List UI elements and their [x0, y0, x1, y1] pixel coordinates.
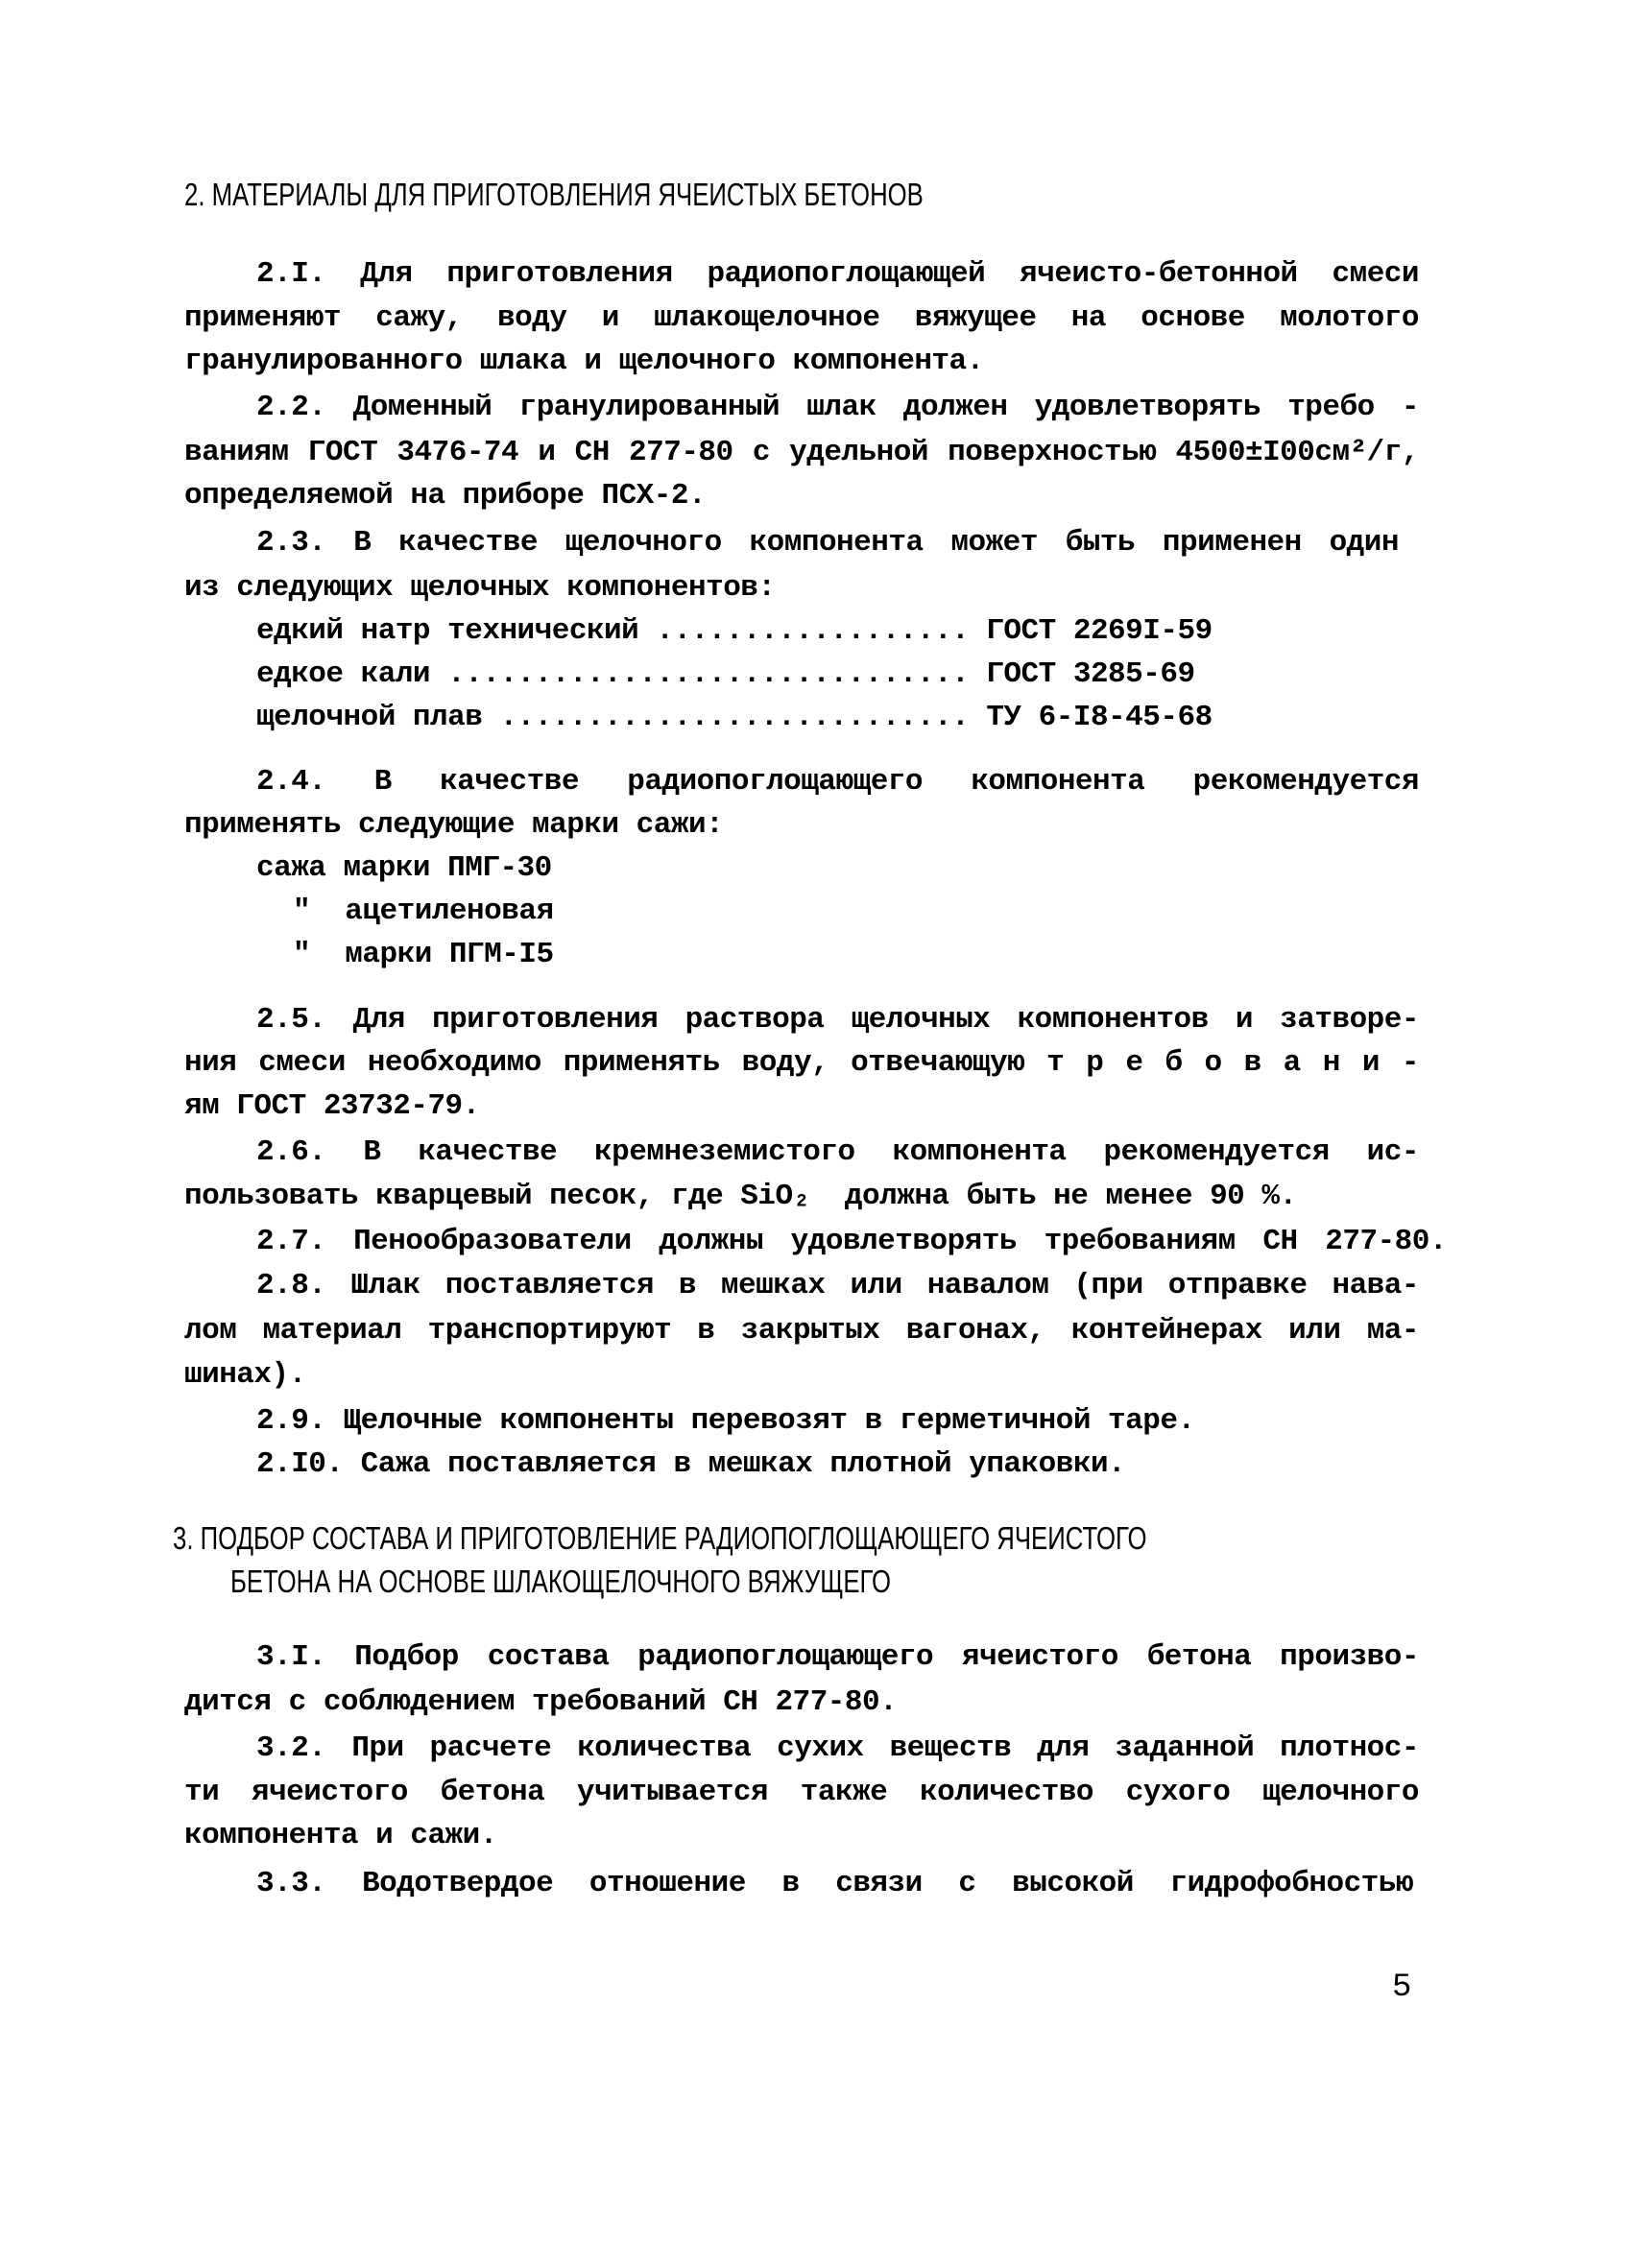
paragraph-line: 3.3. Водотвердое отношение в связи с высокой гидрофобностью [256, 1867, 1413, 1900]
paragraph-line: ям ГОСТ 23732-79. [184, 1089, 480, 1123]
paragraph-line: 2.3. В качестве щелочного компонента может быть применен один [256, 526, 1399, 560]
section-3-heading-continued: БЕТОНА НА ОСНОВЕ ШЛАКОЩЕЛОЧНОГО ВЯЖУЩЕГО [230, 1564, 892, 1599]
paragraph-line: ти ячеистого бетона учитывается также количество сухого щелочного [184, 1776, 1419, 1809]
paragraph-line: 2.2. Доменный гранулированный шлак должен удовлетворять требо - [256, 391, 1419, 424]
list-item: " ацетиленовая [293, 895, 554, 928]
section-2-heading: 2. МАТЕРИАЛЫ ДЛЯ ПРИГОТОВЛЕНИЯ ЯЧЕИСТЫХ БЕТОНОВ [184, 177, 924, 212]
paragraph-line: из следующих щелочных компонентов: [184, 571, 776, 605]
paragraph-line: 2.I0. Сажа поставляется в мешках плотной упаковки. [256, 1447, 1126, 1481]
paragraph-line: 2.5. Для приготовления раствора щелочных компонентов и затворе- [256, 1003, 1419, 1037]
list-item: " марки ПГМ-I5 [293, 938, 554, 971]
paragraph-line: шинах). [184, 1358, 306, 1392]
paragraph-line: ваниям ГОСТ 3476-74 и СН 277-80 с удельной поверхностью 4500±I00см²/г, [184, 436, 1419, 469]
paragraph-line: 3.I. Подбор состава радиопоглощающего ячеистого бетона произво- [256, 1640, 1419, 1674]
paragraph-line: 2.6. В качестве кремнеземистого компонента рекомендуется ис- [256, 1135, 1419, 1169]
list-item: едкое кали .............................. ГОСТ 3285-69 [256, 657, 1195, 691]
paragraph-line: компонента и сажи. [184, 1819, 497, 1852]
paragraph-line: лом материал транспортируют в закрытых вагонах, контейнерах или ма- [184, 1314, 1419, 1348]
page-number: 5 [1392, 1970, 1412, 2006]
paragraph-line: 2.4. В качестве радиопоглощающего компонента рекомендуется [256, 765, 1419, 799]
list-item: едкий натр технический .................. ГОСТ 2269I-59 [256, 614, 1213, 648]
paragraph-line: 2.9. Щелочные компоненты перевозят в герметичной таре. [256, 1404, 1195, 1438]
paragraph-line: ния смеси необходимо применять воду, отвечающую т р е б о в а н и - [184, 1046, 1419, 1080]
paragraph-line: применять следующие марки сажи: [184, 808, 724, 842]
paragraph-line: 2.8. Шлак поставляется в мешках или навалом (при отправке нава- [256, 1269, 1419, 1302]
paragraph-line: определяемой на приборе ПСХ-2. [184, 479, 707, 513]
paragraph-line: гранулированного шлака и щелочного компонента. [184, 345, 984, 378]
section-3-heading: 3. ПОДБОР СОСТАВА И ПРИГОТОВЛЕНИЕ РАДИОПОГЛОЩАЮЩЕГО ЯЧЕИСТОГО [173, 1520, 1147, 1556]
list-item: сажа марки ПМГ-30 [256, 851, 552, 885]
paragraph-line: пользовать кварцевый песок, где SiO₂ должна быть не менее 90 %. [184, 1180, 1297, 1213]
paragraph-line: применяют сажу, воду и шлакощелочное вяжущее на основе молотого [184, 301, 1419, 335]
paragraph-line: дится с соблюдением требований СН 277-80. [184, 1685, 898, 1719]
paragraph-line: 2.7. Пенообразователи должны удовлетворять требованиям СН 277-80. [256, 1225, 1447, 1258]
paragraph-line: 2.I. Для приготовления радиопоглощающей ячеисто-бетонной смеси [256, 257, 1419, 291]
paragraph-line: 3.2. При расчете количества сухих веществ для заданной плотнос- [256, 1731, 1419, 1765]
list-item: щелочной плав ........................... ТУ 6-I8-45-68 [256, 701, 1213, 734]
